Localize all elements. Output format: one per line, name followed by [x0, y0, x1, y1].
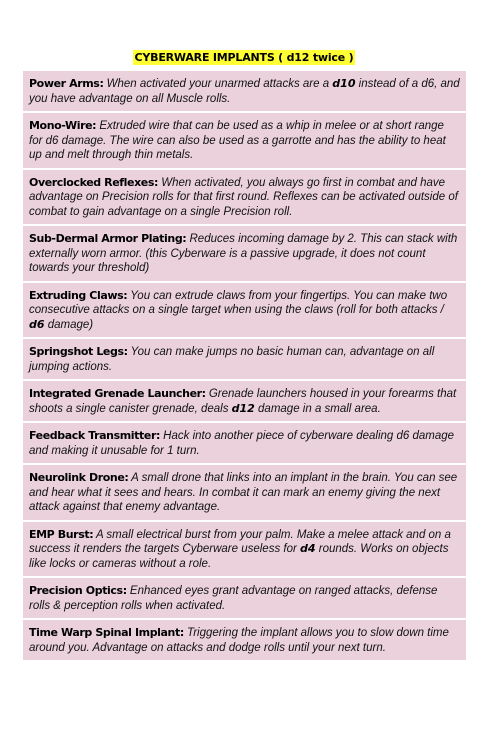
implant-name: Extruding Claws:: [29, 288, 128, 302]
implant-row-springshot-legs: [23, 339, 466, 381]
implant-row-power-arms: [23, 71, 466, 113]
implant-description: Reduces incoming damage by 2. This can stack with externally worn armor. (this Cyberware is a passive upgrade, it does not count towards your threshold): [29, 233, 458, 274]
dice-value: d12: [231, 401, 255, 415]
implant-name: Overclocked Reflexes:: [29, 175, 159, 189]
implant-row-mono-wire: [23, 113, 466, 170]
implant-description: You can extrude claws from your fingertips. You can make two consecutive attacks on a single target when using the claws (roll for both attacks /: [29, 289, 448, 316]
implant-description-cont: damage in a small area.: [254, 402, 381, 415]
implant-row-extruding-claws: [23, 283, 466, 340]
implant-name: Springshot Legs:: [29, 345, 128, 358]
dice-value: d6: [29, 317, 45, 331]
implant-description: You can make jumps no basic human can, advantage on all jumping actions.: [29, 346, 435, 373]
implant-name: Time Warp Spinal Implant:: [29, 626, 184, 639]
implant-description: Grenade launchers housed in your forearms that shoots a single canister grenade, deals: [29, 388, 457, 415]
implant-row-emp-burst: [23, 522, 466, 579]
implant-name: Power Arms:: [29, 77, 104, 90]
title-area: [0, 48, 488, 66]
implant-description: When activated, you always go first in combat and have advantage on Precision rolls for that first round. Reflexes can be activated outside of combat to gain advantage on a single Precision roll.: [29, 176, 458, 218]
implant-row-sub-dermal-armor: [23, 226, 466, 283]
implant-description-cont: rounds. Works on objects like locks or cameras without a role.: [29, 543, 449, 570]
implant-description: A small electrical burst from your palm. Make a melee attack and on a success it renders the targets Cyberware useless for: [29, 528, 451, 555]
implant-name: Neurolink Drone:: [29, 471, 129, 484]
dice-value: d4: [300, 542, 316, 555]
implant-name: Mono-Wire:: [29, 119, 97, 132]
implant-row-overclocked-reflexes: [23, 170, 466, 227]
implant-row-grenade-launcher: [23, 381, 466, 423]
implant-name: Feedback Transmitter:: [29, 429, 160, 442]
implant-name: Integrated Grenade Launcher:: [29, 387, 206, 400]
implant-description: Enhanced eyes grant advantage on ranged attacks, defense rolls & perception rolls when activated.: [29, 585, 438, 612]
implant-row-precision-optics: [23, 578, 466, 620]
implant-description: A small drone that links into an implant in the brain. You can see and hear what it sees and hears. In combat it can mark an enemy giving the next attack against that enemy advantage.: [29, 472, 458, 513]
implant-description: Triggering the implant allows you to slow down time around you. Advantage on attacks and dodge rolls until your next turn.: [29, 627, 449, 654]
implant-row-time-warp: [23, 620, 466, 662]
implant-row-feedback-transmitter: [23, 423, 466, 465]
page-title: CYBERWARE IMPLANTS ( d12 twice ): [134, 51, 354, 64]
implant-name: EMP Burst:: [29, 527, 94, 541]
implants-table: [23, 69, 466, 662]
implant-description: Extruded wire that can be used as a whip in melee or at short range for d6 damage. The wire can also be used as a garrotte and has the ability to heat up and melt through thin metals.: [29, 120, 446, 161]
dice-value: d10: [332, 77, 356, 90]
implant-description-cont: instead of a d6, and you have advantage on all Muscle rolls.: [29, 78, 460, 105]
implant-description: When activated your unarmed attacks are a: [103, 78, 333, 90]
implant-row-neurolink-drone: [23, 465, 466, 522]
implant-description: Hack into another piece of cyberware dealing d6 damage and making it unusable for 1 turn.: [29, 430, 455, 457]
implant-name: Sub-Dermal Armor Plating:: [29, 232, 187, 245]
implant-name: Precision Optics:: [29, 584, 127, 597]
implant-description-cont: damage): [44, 318, 94, 331]
